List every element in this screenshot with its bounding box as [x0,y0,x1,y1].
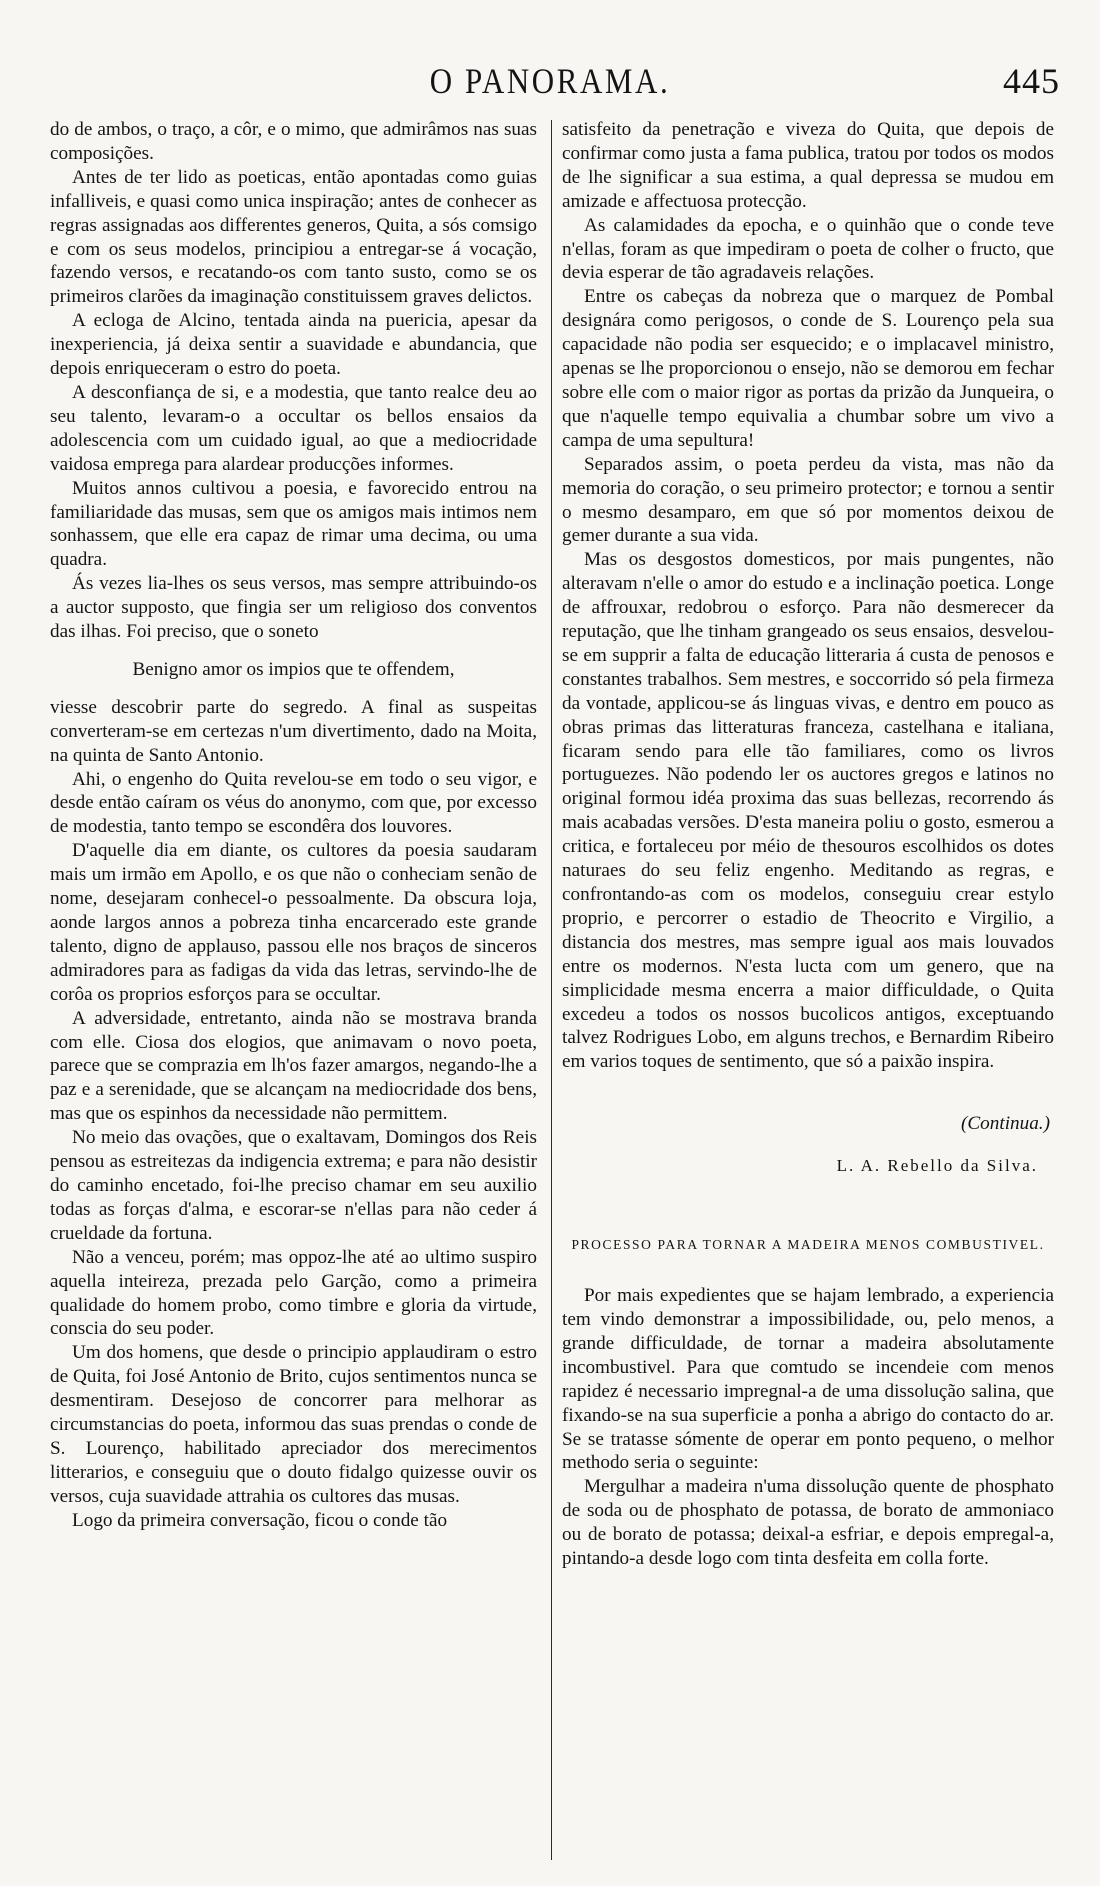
paragraph: viesse descobrir parte do segredo. A final as suspeitas converteram-se em certezas n'um divertimento, dado na Moita, na quinta de Santo Antonio. [50,696,537,766]
page-number: 445 [1003,61,1060,101]
paragraph: Entre os cabeças da nobreza que o marquez de Pombal designára como perigosos, o conde de S. Lourenço pela sua capacidade não podia ser esquecido; e o implacavel ministro, apenas se lhe proporcionou o ensejo, não se demorou em fechar sobre elle com o maior rigor as portas da prizão da Junqueira, o que n'aquelle tempo equivalia a chumbar sobre um vivo a campa de uma sepultura! [562,286,1054,451]
paragraph: Logo da primeira conversação, ficou o conde tão [72,1509,448,1531]
periodical-title: O PANORAMA. [429,61,671,101]
paragraph: Ás vezes lia-lhes os seus versos, mas sempre attribuindo-os a auctor supposto, que fingia ser um religioso dos conventos das ilhas. Foi preciso, que o soneto [50,573,537,643]
left-column [50,118,537,1533]
quoted-verse: Benigno amor os impios que te offendem, [132,658,455,680]
paragraph: Não a venceu, porém; mas oppoz-lhe até ao ultimo suspiro aquella inteireza, prezada pelo Garção, como a primeira qualidade do homem probo, como timbre e gloria da virtude, conscia do seu poder. [50,1246,537,1340]
paragraph: satisfeito da penetração e viveza do Quita, que depois de confirmar como justa a fama publica, tratou por todos os modos de lhe significar a sua estima, a qual depressa se mudou em amizade e affectuosa protecção. [562,119,1054,212]
paragraph: Mergulhar a madeira n'uma dissolução quente de phosphato de soda ou de phosphato de potassa, de borato de ammoniaco ou de borato de potassa; deixal-a esfriar, e depois empregal-a, pintando-a desde logo com tinta desfeita em colla forte. [562,1476,1054,1570]
page-header [0,60,1100,100]
paragraph: Um dos homens, que desde o principio applaudiram o estro de Quita, foi José Antonio de Brito, cujos sentimentos nunca se desmentiram. Desejoso de concorrer para melhorar as circumstancias do poeta, informou das suas prendas o conde de S. Lourenço, habilitado apreciador dos merecimentos litterarios, e conseguiu que o douto fidalgo quizesse ouvir os versos, cuja suavidade attrahia os cultores das musas. [50,1342,537,1507]
paragraph: Mas os desgostos domesticos, por mais pungentes, não alteravam n'elle o amor do estudo e a inclinação poetica. Longe de affrouxar, redobrou o esforço. Para não desmerecer da reputação, que lhe tinham grangeado os seus ensaios, desvelou-se em supprir a falta de educação litteraria á custa de penosos e constantes trabalhos. Sem mestres, e soccorrido só pela firmeza da vontade, applicou-se ás linguas vivas, e dentro em pouco as obras primas das litteraturas franceza, castelhana e italiana, ficaram sendo para elle tão familiares, como os livros portuguezes. Não podendo ler os auctores gregos e latinos no original formou idéa proxima das suas bellezas, recorrendo ás mais acabadas versões. D'esta maneira poliu o gosto, esmerou a critica, e fortaleceu por méio de thesouros escolhidos os dotes naturaes do seu feliz engenho. Meditando as regras, e confrontando-as com os modelos, conseguiu crear estylo proprio, e percorrer o estadio de Theocrito e Virgilio, a distancia dos mestres, mas sempre igual aos mais louvados entre os modernos. N'esta lucta com um genero, que na simplicidade mesma encerra a maior difficuldade, o Quita excedeu a todos os nossos bucolicos antigos, exceptuando talvez Rodrigues Lobo, em alguns trechos, e Bernardim Ribeiro em varios toques de sentimento, que só a paixão inspira. [562,549,1054,1073]
paragraph: D'aquelle dia em diante, os cultores da poesia saudaram mais um irmão em Apollo, e os que não o conheciam senão de nome, desejaram conhecel-o pessoalmente. Da obscura loja, aonde largos annos a pobreza tinha encarcerado este grande talento, digno de applauso, passou elle nos braços de sinceros admiradores para as fadigas da vida das letras, servindo-lhe de corôa os proprios esforços para se occultar. [50,840,537,1005]
article-title: PROCESSO PARA TORNAR A MADEIRA MENOS COMBUSTIVEL. [571,1237,1045,1253]
paragraph: Separados assim, o poeta perdeu da vista, mas não da memoria do coração, o seu primeiro protector; e tornou a sentir o mesmo desamparo, em que só por momentos deixou de gemer durante a sua vida. [562,453,1054,547]
paragraph: A ecloga de Alcino, tentada ainda na puericia, apesar da inexperiencia, já deixa sentir a suavidade e abundancia, que depois enriqueceram o estro do poeta. [50,310,537,380]
paragraph: No meio das ovações, que o exaltavam, Domingos dos Reis pensou as estreitezas da indigencia extrema; e para não desistir do caminho encetado, foi-lhe preciso chamar em seu auxilio todas as forças d'alma, e escorar-se n'ellas para não ceder á crueldade da fortuna. [50,1127,537,1244]
right-column [562,118,1054,1571]
paragraph: Muitos annos cultivou a poesia, e favorecido entrou na familiaridade das musas, sem que os amigos mais intimos nem sonhassem, que elle era capaz de rimar uma decima, ou uma quadra. [50,477,537,571]
paragraph: A desconfiança de si, e a modestia, que tanto realce deu ao seu talento, levaram-o a occultar os bellos ensaios da adolescencia com um cuidado igual, ao que a mediocridade vaidosa emprega para alardear producções informes. [50,381,537,475]
author-signature: L. A. Rebello da Silva. [836,1156,1038,1176]
paragraph: Ahi, o engenho do Quita revelou-se em todo o seu vigor, e desde então caíram os véus do anonymo, com que, por excesso de modestia, tanto tempo se escondêra dos louvores. [50,768,537,838]
paragraph: do de ambos, o traço, a côr, e o mimo, que admirâmos nas suas composições. [50,119,537,164]
paragraph: Antes de ter lido as poeticas, então apontadas como guias infalliveis, e quasi como unica inspiração; antes de conhecer as regras assignadas aos differentes generos, Quita, a sós comsigo e com os seus modelos, principiou a entregar-se á vocação, fazendo versos, e recatando-os com tanto susto, como se os primeiros clarões da imaginação constituissem graves delictos. [50,166,537,308]
continua-note: (Continua.) [960,1113,1050,1135]
column-divider [551,120,552,1860]
paragraph: A adversidade, entretanto, ainda não se mostrava branda com elle. Ciosa dos elogios, que animavam o novo poeta, parece que se comprazia em lh'os fazer amargos, negando-lhe a paz e a serenidade, que se alcançam na mediocridade dos bens, mas que os espinhos da necessidade não permittem. [50,1007,537,1125]
paragraph: Por mais expedientes que se hajam lembrado, a experiencia tem vindo demonstrar a impossibilidade, ou, pelo menos, a grande difficuldade, de tornar a madeira absolutamente incombustivel. Para que comtudo se incendeie com menos rapidez é necessario impregnal-a de uma dissolução salina, que fixando-se na sua superficie a ponha a abrigo do contacto do ar. Se se tratasse sómente de operar em ponto pequeno, o melhor methodo seria o seguinte: [562,1285,1054,1474]
paragraph: As calamidades da epocha, e o quinhão que o conde teve n'ellas, foram as que impediram o poeta de colher o fructo, que devia esperar de tão agradaveis relações. [562,214,1054,284]
